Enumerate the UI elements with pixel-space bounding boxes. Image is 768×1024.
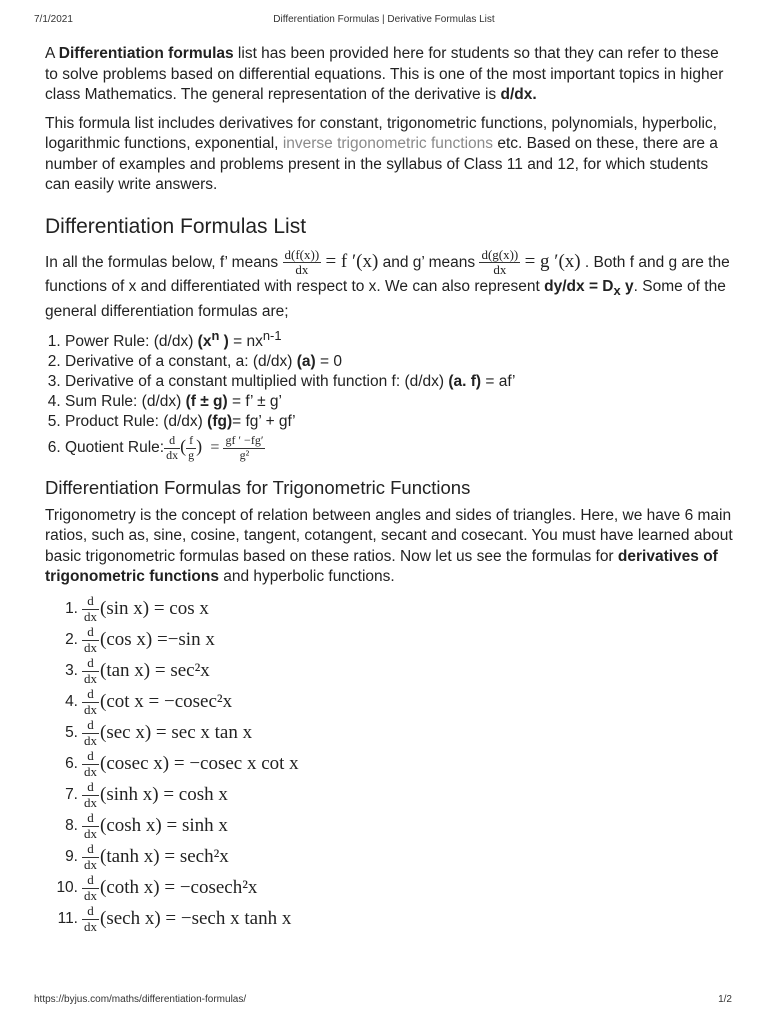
text: Derivative of a constant multiplied with function f: (d/dx)	[65, 373, 449, 391]
fraction-denominator: dx	[166, 447, 179, 462]
fraction-denominator: dx	[84, 763, 97, 779]
text: Quotient Rule:	[65, 439, 165, 457]
text: list has been provided here for students so that they can refer to these to solve problems based on differential equations. This is one of the most important topics in higher class Mathematics. The general representation of the derivative is	[45, 45, 724, 103]
trig-formula-item	[45, 780, 735, 811]
text: Product Rule: (d/dx)	[65, 413, 208, 431]
d-dx-fraction	[82, 656, 99, 686]
trig-formula-item	[45, 656, 735, 687]
fraction-denominator: g	[188, 447, 195, 462]
formula-expression: (sech x) = −sech x tanh x	[100, 908, 292, 930]
fraction-numerator: d	[164, 434, 180, 448]
fraction-numerator: f	[186, 434, 196, 448]
d-dx-fraction	[82, 780, 99, 810]
list-item	[65, 412, 735, 432]
subscript: x	[613, 283, 621, 299]
bold-text	[197, 328, 229, 351]
fraction-numerator: d	[82, 749, 99, 764]
text: Derivative of a constant, a: (d/dx)	[65, 353, 297, 371]
formula-expression: (sec x) = sec x tan x	[100, 722, 253, 744]
fraction-numerator: d	[82, 687, 99, 702]
trig-formula-item	[45, 811, 735, 842]
text: In all the formulas below, f’ means	[45, 253, 283, 271]
article-content	[45, 44, 735, 935]
list-number: 7.	[65, 786, 78, 804]
text: This formula list includes derivatives for constant, trigonometric functions, polynomials, hyperbolic, logarithmic functions, exponential,	[45, 114, 717, 152]
trig-formula-item	[45, 873, 735, 904]
text: and g’ means	[378, 253, 480, 271]
text: (x	[197, 333, 212, 351]
g-derivative-fraction	[479, 248, 520, 278]
fraction-denominator: dx	[84, 794, 97, 810]
text: etc. Based on these, there are a number of examples and problems present in the syllabus of Class 11 and 12, for which students can easily write answers.	[45, 135, 718, 193]
d-dx-fraction	[82, 718, 99, 748]
text: Sum Rule: (d/dx)	[65, 393, 186, 411]
text: )	[219, 333, 229, 351]
list-item	[65, 372, 735, 392]
d-dx-fraction	[82, 749, 99, 779]
d-dx-fraction	[82, 811, 99, 841]
dydx-notation	[544, 278, 634, 299]
fraction-denominator: dx	[295, 261, 309, 277]
formula-expression: (cot x = −cosec²x	[100, 691, 233, 713]
d-dx-fraction	[82, 625, 99, 655]
bold-text: (fg)	[207, 413, 233, 431]
list-number: 9.	[65, 848, 78, 866]
trig-formula-item	[45, 842, 735, 873]
text: . Some of the general differentiation formulas are;	[45, 278, 726, 320]
fraction-denominator: dx	[84, 887, 97, 903]
fraction-numerator: gf ′ −fg′	[225, 433, 264, 448]
trig-formula-item	[45, 625, 735, 656]
formula-expression: (tan x) = sec²x	[100, 660, 210, 682]
list-item-quotient-rule	[65, 434, 735, 461]
fraction-denominator: g²	[239, 447, 250, 462]
text: A	[45, 45, 59, 62]
fraction-numerator: d	[82, 718, 99, 733]
fraction-numerator: d	[82, 656, 99, 671]
intro-paragraph-1	[45, 44, 735, 106]
formula-expression: (tanh x) = sech²x	[100, 846, 229, 868]
fraction-denominator: dx	[84, 670, 97, 686]
fraction-denominator: dx	[84, 701, 97, 717]
d-dx-fraction	[82, 873, 99, 903]
list-number: 3.	[65, 662, 78, 680]
fraction-denominator: dx	[493, 261, 507, 277]
trig-formula-item	[45, 749, 735, 780]
d-dx-fraction	[82, 904, 99, 934]
formula-expression: (cosec x) = −cosec x cot x	[100, 753, 299, 775]
fraction-numerator: d	[82, 873, 99, 888]
list-number: 11.	[57, 910, 78, 928]
trig-formula-item	[45, 904, 735, 935]
d-dx-fraction	[82, 687, 99, 717]
fraction-denominator: dx	[84, 825, 97, 841]
section-heading-trig: Differentiation Formulas for Trigonometric Functions	[45, 476, 471, 498]
section-heading-formulas-list: Differentiation Formulas List	[45, 214, 307, 238]
superscript: n	[211, 328, 220, 344]
print-title: Differentiation Formulas | Derivative Formulas List	[273, 14, 495, 25]
fraction-numerator: d(f(x))	[284, 246, 320, 262]
d-dx-fraction	[164, 434, 180, 461]
fraction-denominator: dx	[84, 856, 97, 872]
fraction-denominator: dx	[84, 639, 97, 655]
bold-text: (a)	[296, 353, 316, 371]
g-prime-equation: = g ′(x)	[524, 250, 581, 272]
fraction-denominator: dx	[84, 732, 97, 748]
formulas-intro-paragraph	[45, 248, 735, 323]
fraction-numerator: d	[82, 780, 99, 795]
fraction-denominator: dx	[84, 608, 97, 624]
page-number: 1/2	[718, 994, 732, 1005]
fraction-denominator: dx	[84, 918, 97, 934]
fraction-numerator: d(g(x))	[481, 246, 519, 262]
trig-formula-item	[45, 687, 735, 718]
formula-expression: (coth x) = −cosech²x	[100, 877, 258, 899]
superscript: n-1	[262, 328, 282, 344]
fraction-numerator: d	[82, 625, 99, 640]
trig-formula-item	[45, 718, 735, 749]
text: and hyperbolic functions.	[218, 568, 395, 586]
paren-open: (	[180, 436, 187, 457]
fraction-numerator: d	[82, 842, 99, 857]
bold-text: derivatives of trigonometric functions	[45, 547, 718, 586]
page-url: https://byjus.com/maths/differentiation-formulas/	[34, 994, 247, 1005]
intro-paragraph-2	[45, 114, 735, 196]
f-prime-equation: = f ′(x)	[325, 250, 379, 272]
text: dy/dx = D	[544, 278, 614, 296]
formula-expression: (sin x) = cos x	[100, 598, 209, 620]
text: = f’ ± g’	[227, 393, 282, 411]
text: Power Rule: (d/dx)	[65, 333, 198, 351]
list-item	[65, 392, 735, 412]
quotient-result-fraction	[223, 434, 265, 461]
list-number: 2.	[65, 631, 78, 649]
list-number: 6.	[65, 755, 78, 773]
formula-expression: (cos x) =−sin x	[100, 629, 215, 651]
bold-text: (f ± g)	[185, 393, 228, 411]
fraction-numerator: d	[82, 811, 99, 826]
d-dx-fraction	[82, 842, 99, 872]
fraction-numerator: d	[82, 594, 99, 609]
f-over-g-fraction	[186, 434, 196, 461]
trig-formula-item	[45, 594, 735, 625]
bold-text: (a. f)	[448, 373, 482, 391]
print-header	[0, 14, 768, 28]
text: y	[620, 278, 634, 296]
equals-sign: =	[210, 439, 220, 457]
text: = fg’ + gf’	[232, 413, 296, 431]
inverse-trig-link[interactable]: inverse trigonometric functions	[282, 135, 494, 152]
text: Trigonometry is the concept of relation between angles and sides of triangles. Here, we have 6 main ratios, such as, sine, cosine, tangent, cotangent, secant and cosecant. You must have learned about basic trigonometric formulas based on these ratios. Now let us see the formulas for	[45, 506, 733, 565]
general-rules-list	[45, 326, 735, 462]
trig-formulas-list	[45, 594, 735, 935]
list-number: 10.	[56, 879, 78, 897]
list-number: 1.	[65, 600, 78, 618]
text: = nx	[228, 333, 263, 351]
formula-expression: (cosh x) = sinh x	[100, 815, 228, 837]
paren-close: )	[196, 436, 203, 457]
f-derivative-fraction	[283, 248, 322, 278]
fraction-numerator: d	[82, 904, 99, 919]
trig-intro-paragraph	[45, 506, 735, 588]
formula-expression: (sinh x) = cosh x	[100, 784, 228, 806]
text: = 0	[315, 353, 342, 371]
text: . Both f and g are the functions of x and differentiated with respect to x. We can also represent	[45, 253, 730, 296]
d-dx-fraction	[82, 594, 99, 624]
bold-text: d/dx.	[500, 86, 537, 103]
text: = af’	[481, 373, 516, 391]
list-number: 8.	[65, 817, 78, 835]
list-number: 5.	[65, 724, 78, 742]
list-item	[65, 352, 735, 372]
list-number: 4.	[65, 693, 78, 711]
bold-text: Differentiation formulas	[58, 45, 234, 62]
list-item	[65, 326, 735, 352]
print-date: 7/1/2021	[34, 14, 73, 25]
